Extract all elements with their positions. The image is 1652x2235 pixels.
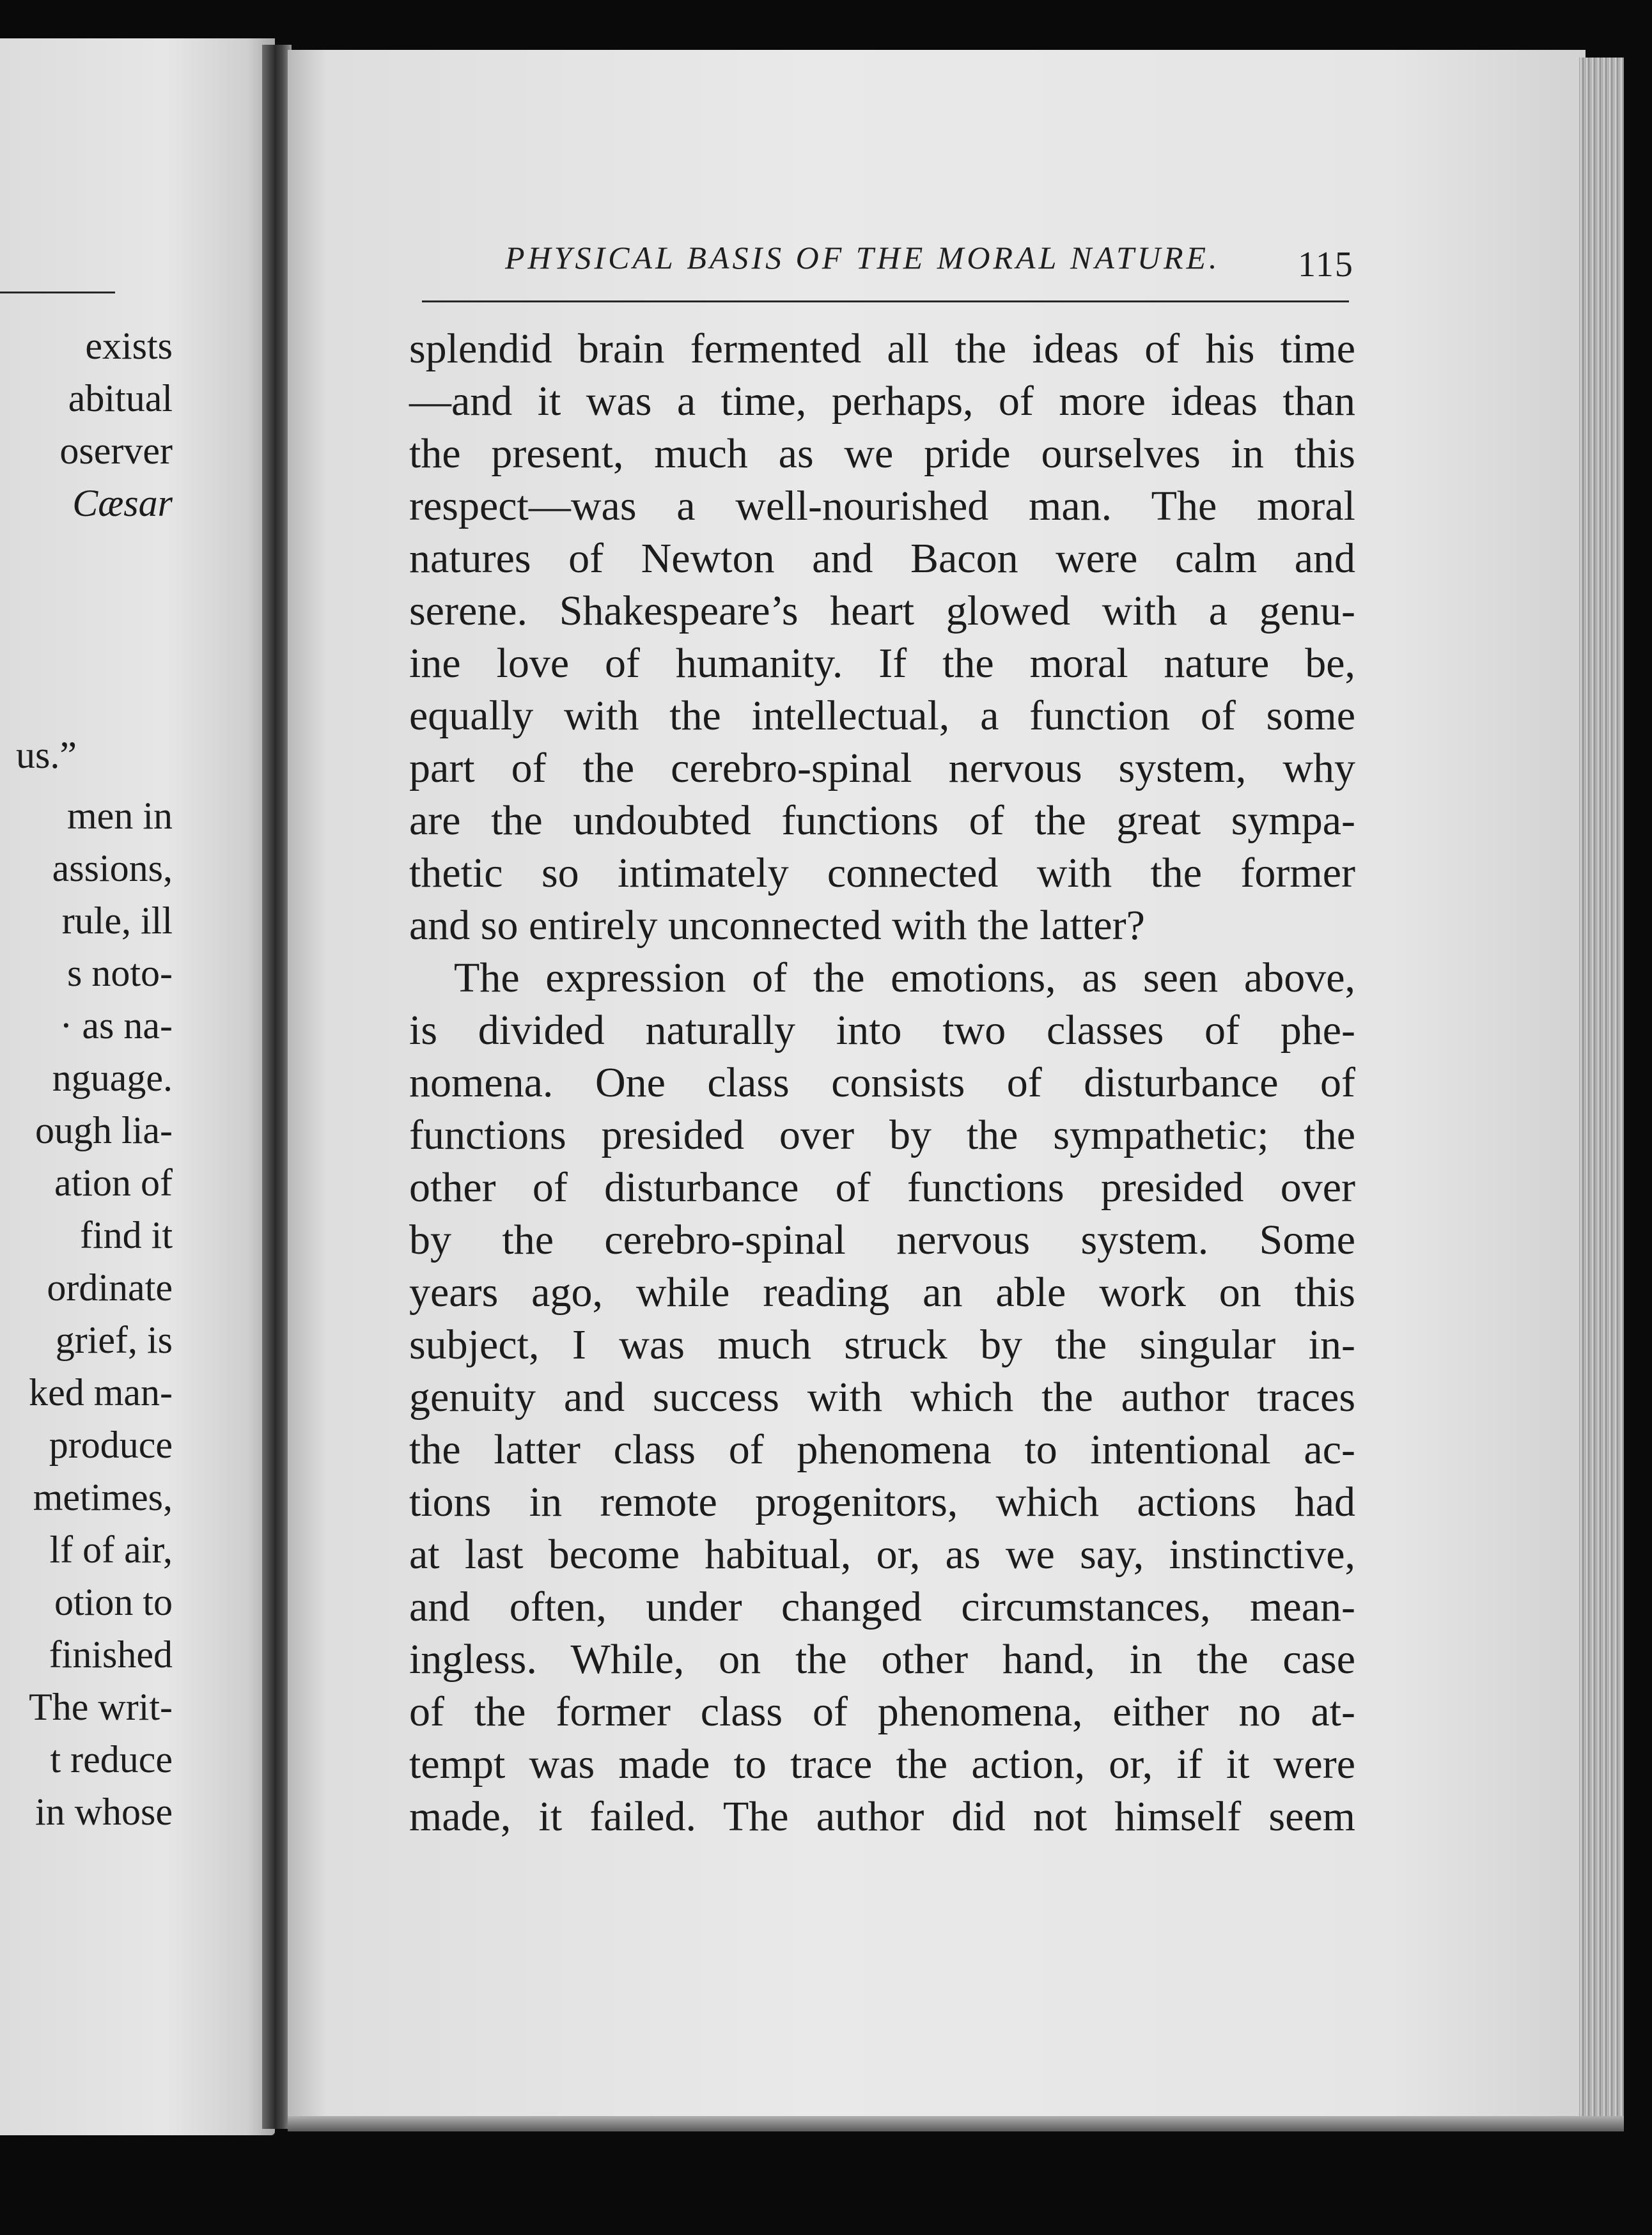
left-fragment: ked man-	[29, 1371, 173, 1413]
text-line: thetic so intimately connected with the former	[409, 850, 1355, 896]
left-fragment: lf of air,	[49, 1529, 173, 1571]
left-fragment: · as na-	[59, 1004, 173, 1047]
left-fragment: in whose	[35, 1791, 173, 1833]
body-text	[409, 323, 1355, 1843]
text-line: functions presided over by the sympathetic; the	[409, 1112, 1355, 1158]
text-line: and often, under changed circumstances, mean-	[409, 1584, 1355, 1630]
left-fragment: produce	[49, 1424, 173, 1466]
text-line: made, it failed. The author did not himself seem	[409, 1793, 1355, 1840]
text-line: splendid brain fermented all the ideas of his time	[409, 325, 1355, 372]
text-line: part of the cerebro-spinal nervous system, why	[409, 745, 1355, 791]
left-fragment: metimes,	[33, 1476, 173, 1518]
text-line: tions in remote progenitors, which actions had	[409, 1479, 1355, 1525]
text-line: natures of Newton and Bacon were calm and	[409, 535, 1355, 582]
text-line: The expression of the emotions, as seen above,	[454, 954, 1355, 1001]
left-fragment: otion to	[54, 1581, 173, 1623]
left-fragment: us.”	[16, 734, 77, 776]
left-fragment: ough lia-	[35, 1109, 173, 1151]
text-line: ine love of humanity. If the moral nature be,	[409, 640, 1355, 687]
left-fragment: men in	[67, 795, 173, 837]
text-line: tempt was made to trace the action, or, if it were	[409, 1741, 1355, 1787]
left-fragment: find it	[80, 1214, 173, 1256]
left-fragment: t reduce	[50, 1738, 173, 1780]
left-fragment: oserver	[59, 430, 173, 472]
left-fragment: abitual	[68, 377, 173, 419]
running-head-title: PHYSICAL BASIS OF THE MORAL NATURE.	[505, 240, 1220, 276]
left-fragment: s noto-	[67, 952, 173, 994]
left-fragment: nguage.	[52, 1057, 173, 1099]
text-line: the present, much as we pride ourselves in this	[409, 430, 1355, 477]
left-page-rule	[0, 292, 115, 293]
left-fragment: assions,	[52, 847, 173, 889]
header-rule	[422, 300, 1349, 302]
left-fragment: rule, ill	[61, 899, 173, 942]
text-line: nomena. One class consists of disturbance of	[409, 1059, 1355, 1106]
text-line: at last become habitual, or, as we say, instinctive,	[409, 1531, 1355, 1578]
running-head	[422, 230, 1354, 288]
text-line: subject, I was much struck by the singular in-	[409, 1321, 1355, 1368]
text-line: the latter class of phenomena to intentional ac-	[409, 1426, 1355, 1473]
left-fragment: Cæsar	[72, 482, 173, 524]
text-line: and so entirely unconnected with the latter?	[409, 902, 1145, 949]
text-line: —and it was a time, perhaps, of more ideas than	[409, 378, 1355, 424]
left-fragment: ordinate	[47, 1266, 173, 1309]
text-line: by the cerebro-spinal nervous system. Some	[409, 1217, 1355, 1263]
page-bottom-edge	[288, 2116, 1624, 2131]
text-line: respect—was a well-nourished man. The moral	[409, 483, 1355, 529]
text-line: are the undoubted functions of the great sympa-	[409, 797, 1355, 844]
left-fragment: finished	[49, 1633, 173, 1676]
left-fragment: exists	[85, 325, 173, 367]
text-line: equally with the intellectual, a function of some	[409, 692, 1355, 739]
text-line: serene. Shakespeare’s heart glowed with a genu-	[409, 588, 1355, 634]
left-fragment: grief, is	[55, 1319, 173, 1361]
left-fragment: The writ-	[29, 1686, 173, 1728]
page-edges	[1579, 58, 1624, 2122]
text-line: genuity and success with which the author traces	[409, 1374, 1355, 1421]
left-fragment: ation of	[54, 1162, 173, 1204]
page-number: 115	[1298, 245, 1354, 284]
text-line: ingless. While, on the other hand, in the case	[409, 1636, 1355, 1683]
text-line: is divided naturally into two classes of phe-	[409, 1007, 1355, 1054]
text-line: years ago, while reading an able work on this	[409, 1269, 1355, 1316]
text-line: of the former class of phenomena, either no at-	[409, 1688, 1355, 1735]
text-line: other of disturbance of functions presided over	[409, 1164, 1355, 1211]
